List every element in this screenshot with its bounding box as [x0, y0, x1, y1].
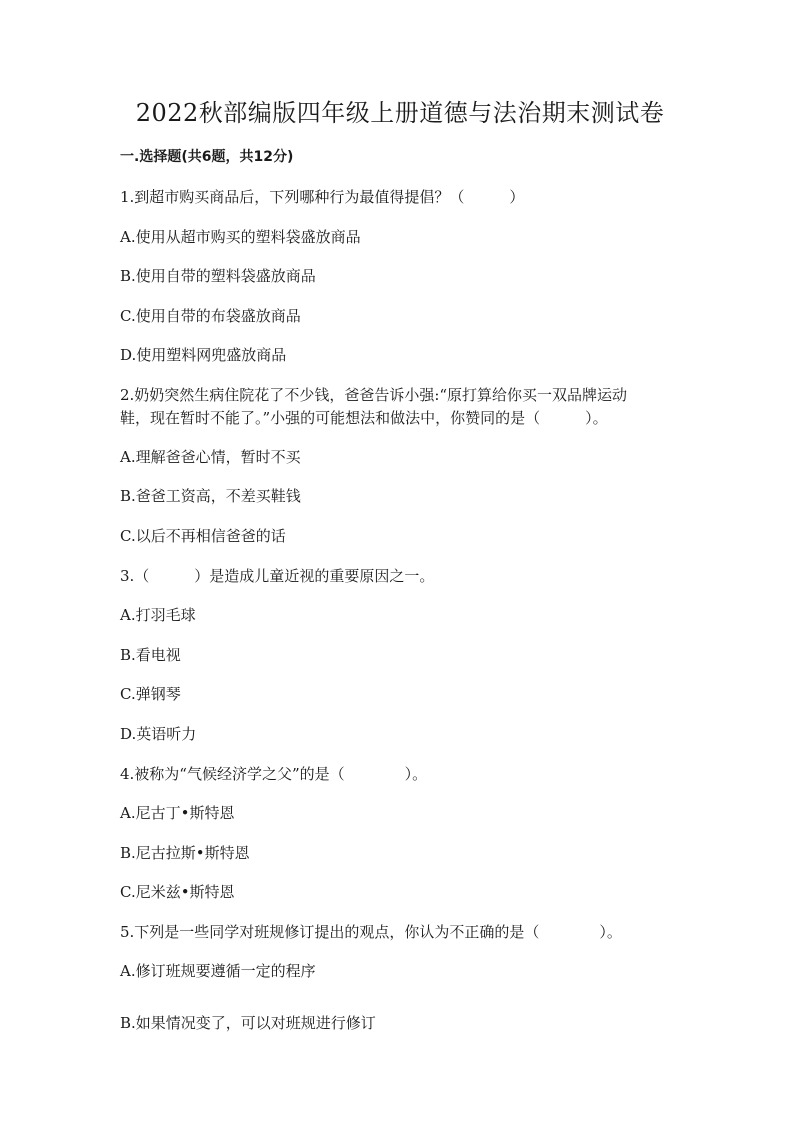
- question-5-stem: 5.下列是一些同学对班规修订提出的观点，你认为不正确的是（ ）。: [120, 923, 622, 941]
- question-3-stem: 3.（ ）是造成儿童近视的重要原因之一。: [120, 567, 435, 585]
- section-heading: 一.选择题(共6题，共12分): [120, 149, 294, 165]
- question-4-stem: 4.被称为“气候经济学之父”的是（ ）。: [120, 765, 428, 783]
- question-3-option-a: A.打羽毛球: [120, 606, 196, 624]
- question-4-option-c: C.尼米兹•斯特恩: [120, 883, 235, 901]
- question-2-stem-line-1: 2.奶奶突然生病住院花了不少钱，爸爸告诉小强:“原打算给你买一双品牌运动: [120, 386, 628, 404]
- question-1-option-b: B.使用自带的塑料袋盛放商品: [120, 267, 316, 285]
- question-2-stem-line-2: 鞋，现在暂时不能了。”小强的可能想法和做法中，你赞同的是（ ）。: [120, 409, 608, 427]
- question-3-option-c: C.弹钢琴: [120, 685, 181, 703]
- question-2-option-a: A.理解爸爸心情，暂时不买: [120, 448, 301, 466]
- question-5-option-a: A.修订班规要遵循一定的程序: [120, 962, 316, 980]
- question-5-option-b: B.如果情况变了，可以对班规进行修订: [120, 1014, 376, 1032]
- question-4-option-b: B.尼古拉斯•斯特恩: [120, 844, 250, 862]
- question-1-stem: 1.到超市购买商品后，下列哪种行为最值得提倡？（ ）: [120, 188, 525, 206]
- page-title: 2022秋部编版四年级上册道德与法治期末测试卷: [135, 99, 665, 127]
- question-2-option-c: C.以后不再相信爸爸的话: [120, 527, 286, 545]
- question-1-option-c: C.使用自带的布袋盛放商品: [120, 307, 301, 325]
- question-2-option-b: B.爸爸工资高，不差买鞋钱: [120, 487, 301, 505]
- question-4-option-a: A.尼古丁•斯特恩: [120, 804, 235, 822]
- question-1-option-d: D.使用塑料网兜盛放商品: [120, 346, 287, 364]
- question-1-option-a: A.使用从超市购买的塑料袋盛放商品: [120, 228, 361, 246]
- question-3-option-b: B.看电视: [120, 646, 181, 664]
- question-3-option-d: D.英语听力: [120, 725, 197, 743]
